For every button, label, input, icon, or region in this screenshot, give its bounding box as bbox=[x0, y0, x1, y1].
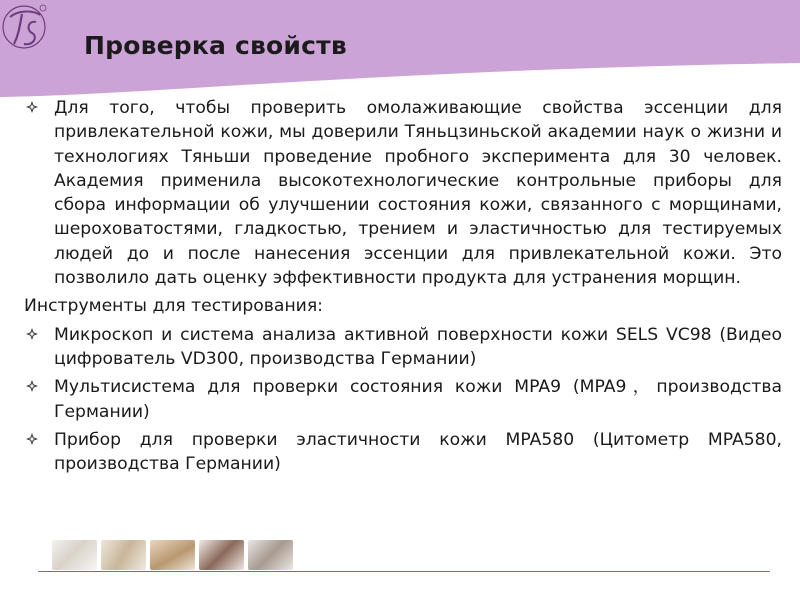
instrument-text: Мультисистема для проверки состояния кожи MPA9 (MPA9，производства Германии) bbox=[54, 377, 782, 422]
list-item-instrument-3 bbox=[24, 428, 782, 477]
photo-family-image bbox=[199, 540, 244, 570]
list-item-instrument-2 bbox=[24, 375, 782, 424]
diamond-bullet-icon bbox=[26, 328, 38, 340]
instrument-text: Прибор для проверки эластичности кожи MPA580 (Цитометр MPA580, производства Германии) bbox=[54, 429, 782, 475]
list-item-intro bbox=[24, 96, 782, 290]
photo-group-image bbox=[248, 540, 293, 570]
page-title: Проверка свойств bbox=[84, 31, 347, 60]
header-band bbox=[0, 0, 800, 100]
photo-interior-image bbox=[101, 540, 146, 570]
photo-strip bbox=[52, 540, 293, 570]
instrument-text: Микроскоп и система анализа активной поверхности кожи SELS VC98 (Видео цифрователь VD300, производства Германии) bbox=[54, 324, 782, 369]
diamond-bullet-icon bbox=[26, 433, 38, 445]
photo-couple-image bbox=[150, 540, 195, 570]
list-item-instrument-1 bbox=[24, 323, 782, 372]
photo-woman-image bbox=[52, 540, 97, 570]
diamond-bullet-icon bbox=[26, 101, 38, 113]
brand-logo-icon bbox=[0, 0, 50, 52]
footer-divider bbox=[38, 571, 770, 572]
instruments-heading: Инструменты для тестирования: bbox=[24, 296, 323, 317]
intro-text: Для того, чтобы проверить омолаживающие свойства эссенции для привлекательной кожи, мы доверили Тяньцзиньской академии наук о жизни и технологиях Тяньши проведение пробного эксперимента для 30 человек. Академия применила высокотехнологические контрольные приборы для сбора информации об улучшении состояния кожи, связанного с морщинами, шероховатостями, гладкостью, трением и эластичностью для тестируемых людей до и после нанесения эссенции для привлекательной кожи. Это позволило дать оценку эффективности продукта для устранения морщин. bbox=[54, 98, 782, 289]
diamond-bullet-icon bbox=[26, 380, 38, 392]
content-body bbox=[24, 96, 782, 476]
